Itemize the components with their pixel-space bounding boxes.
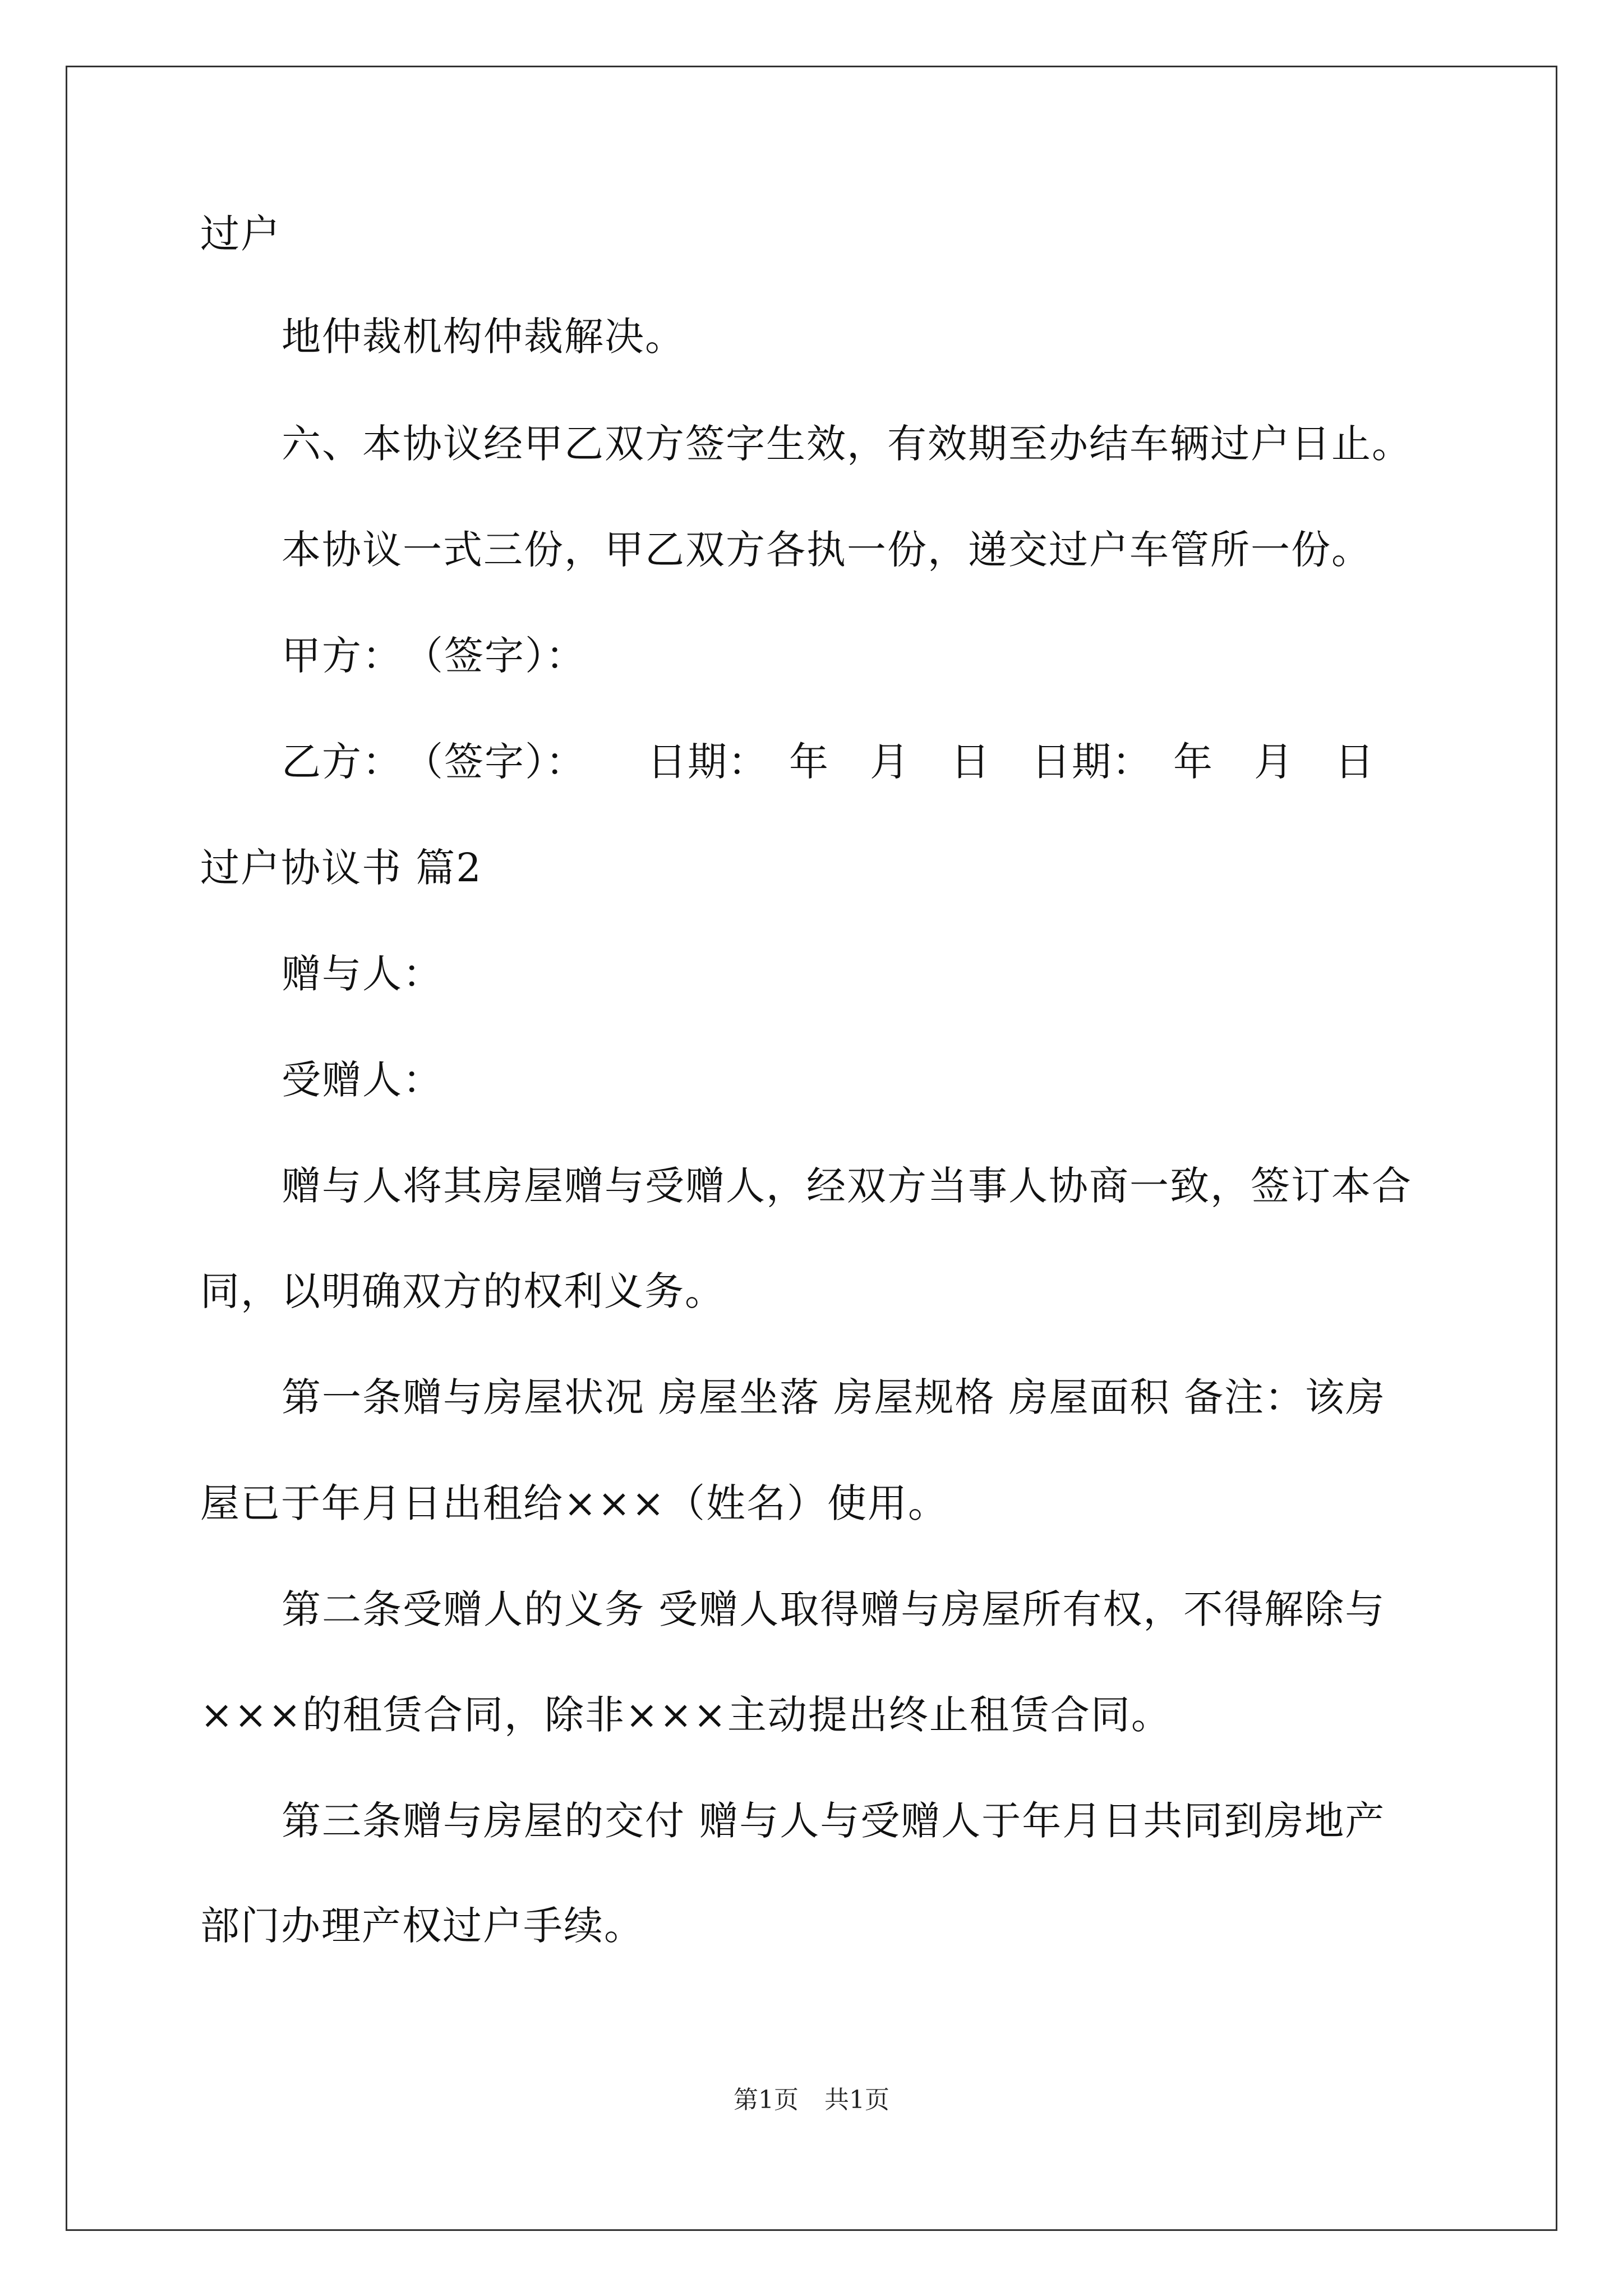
page-footer [0, 2088, 1623, 2113]
text-line-party-a-signature: 甲方： （签字）： [282, 633, 586, 679]
text-line-party-b-signature-dates: 乙方： （签字）： 日期： 年 月 日 日期： 年 月 日 [282, 739, 1375, 785]
text-line-article-three-continued: 部门办理产权过户手续。 [200, 1903, 644, 1949]
text-line-article-one: 第一条赠与房屋状况 房屋坐落 房屋规格 房屋面积 备注：该房 [282, 1374, 1386, 1420]
text-line-article-one-continued: 屋已于年月日出租给×××（姓名）使用。 [200, 1480, 948, 1526]
text-line-agreement-intro: 赠与人将其房屋赠与受赠人，经双方当事人协商一致，签订本合 [282, 1163, 1412, 1209]
section-heading: 过户协议书 篇2 [200, 845, 482, 891]
text-line-article-three: 第三条赠与房屋的交付 赠与人与受赠人于年月日共同到房地产 [282, 1798, 1386, 1844]
text-line-arbitration: 地仲裁机构仲裁解决。 [282, 314, 685, 360]
page-number: 第1页 [734, 2086, 799, 2114]
text-line-article-two-continued: ×××的租赁合同，除非×××主动提出终止租赁合同。 [200, 1692, 1172, 1738]
text-line-copies: 本协议一式三份，甲乙双方各执一份，递交过户车管所一份。 [282, 527, 1372, 573]
text-line-donor: 赠与人： [282, 951, 443, 997]
text-line-clause-six: 六、本协议经甲乙双方签字生效，有效期至办结车辆过户日止。 [282, 421, 1412, 467]
text-line-continuation: 过户 [200, 211, 281, 257]
text-line-article-two: 第二条受赠人的义务 受赠人取得赠与房屋所有权，不得解除与 [282, 1586, 1386, 1632]
text-line-agreement-intro-continued: 同，以明确双方的权利义务。 [200, 1268, 725, 1314]
text-line-donee: 受赠人： [282, 1057, 443, 1103]
page-total: 共1页 [824, 2086, 889, 2114]
